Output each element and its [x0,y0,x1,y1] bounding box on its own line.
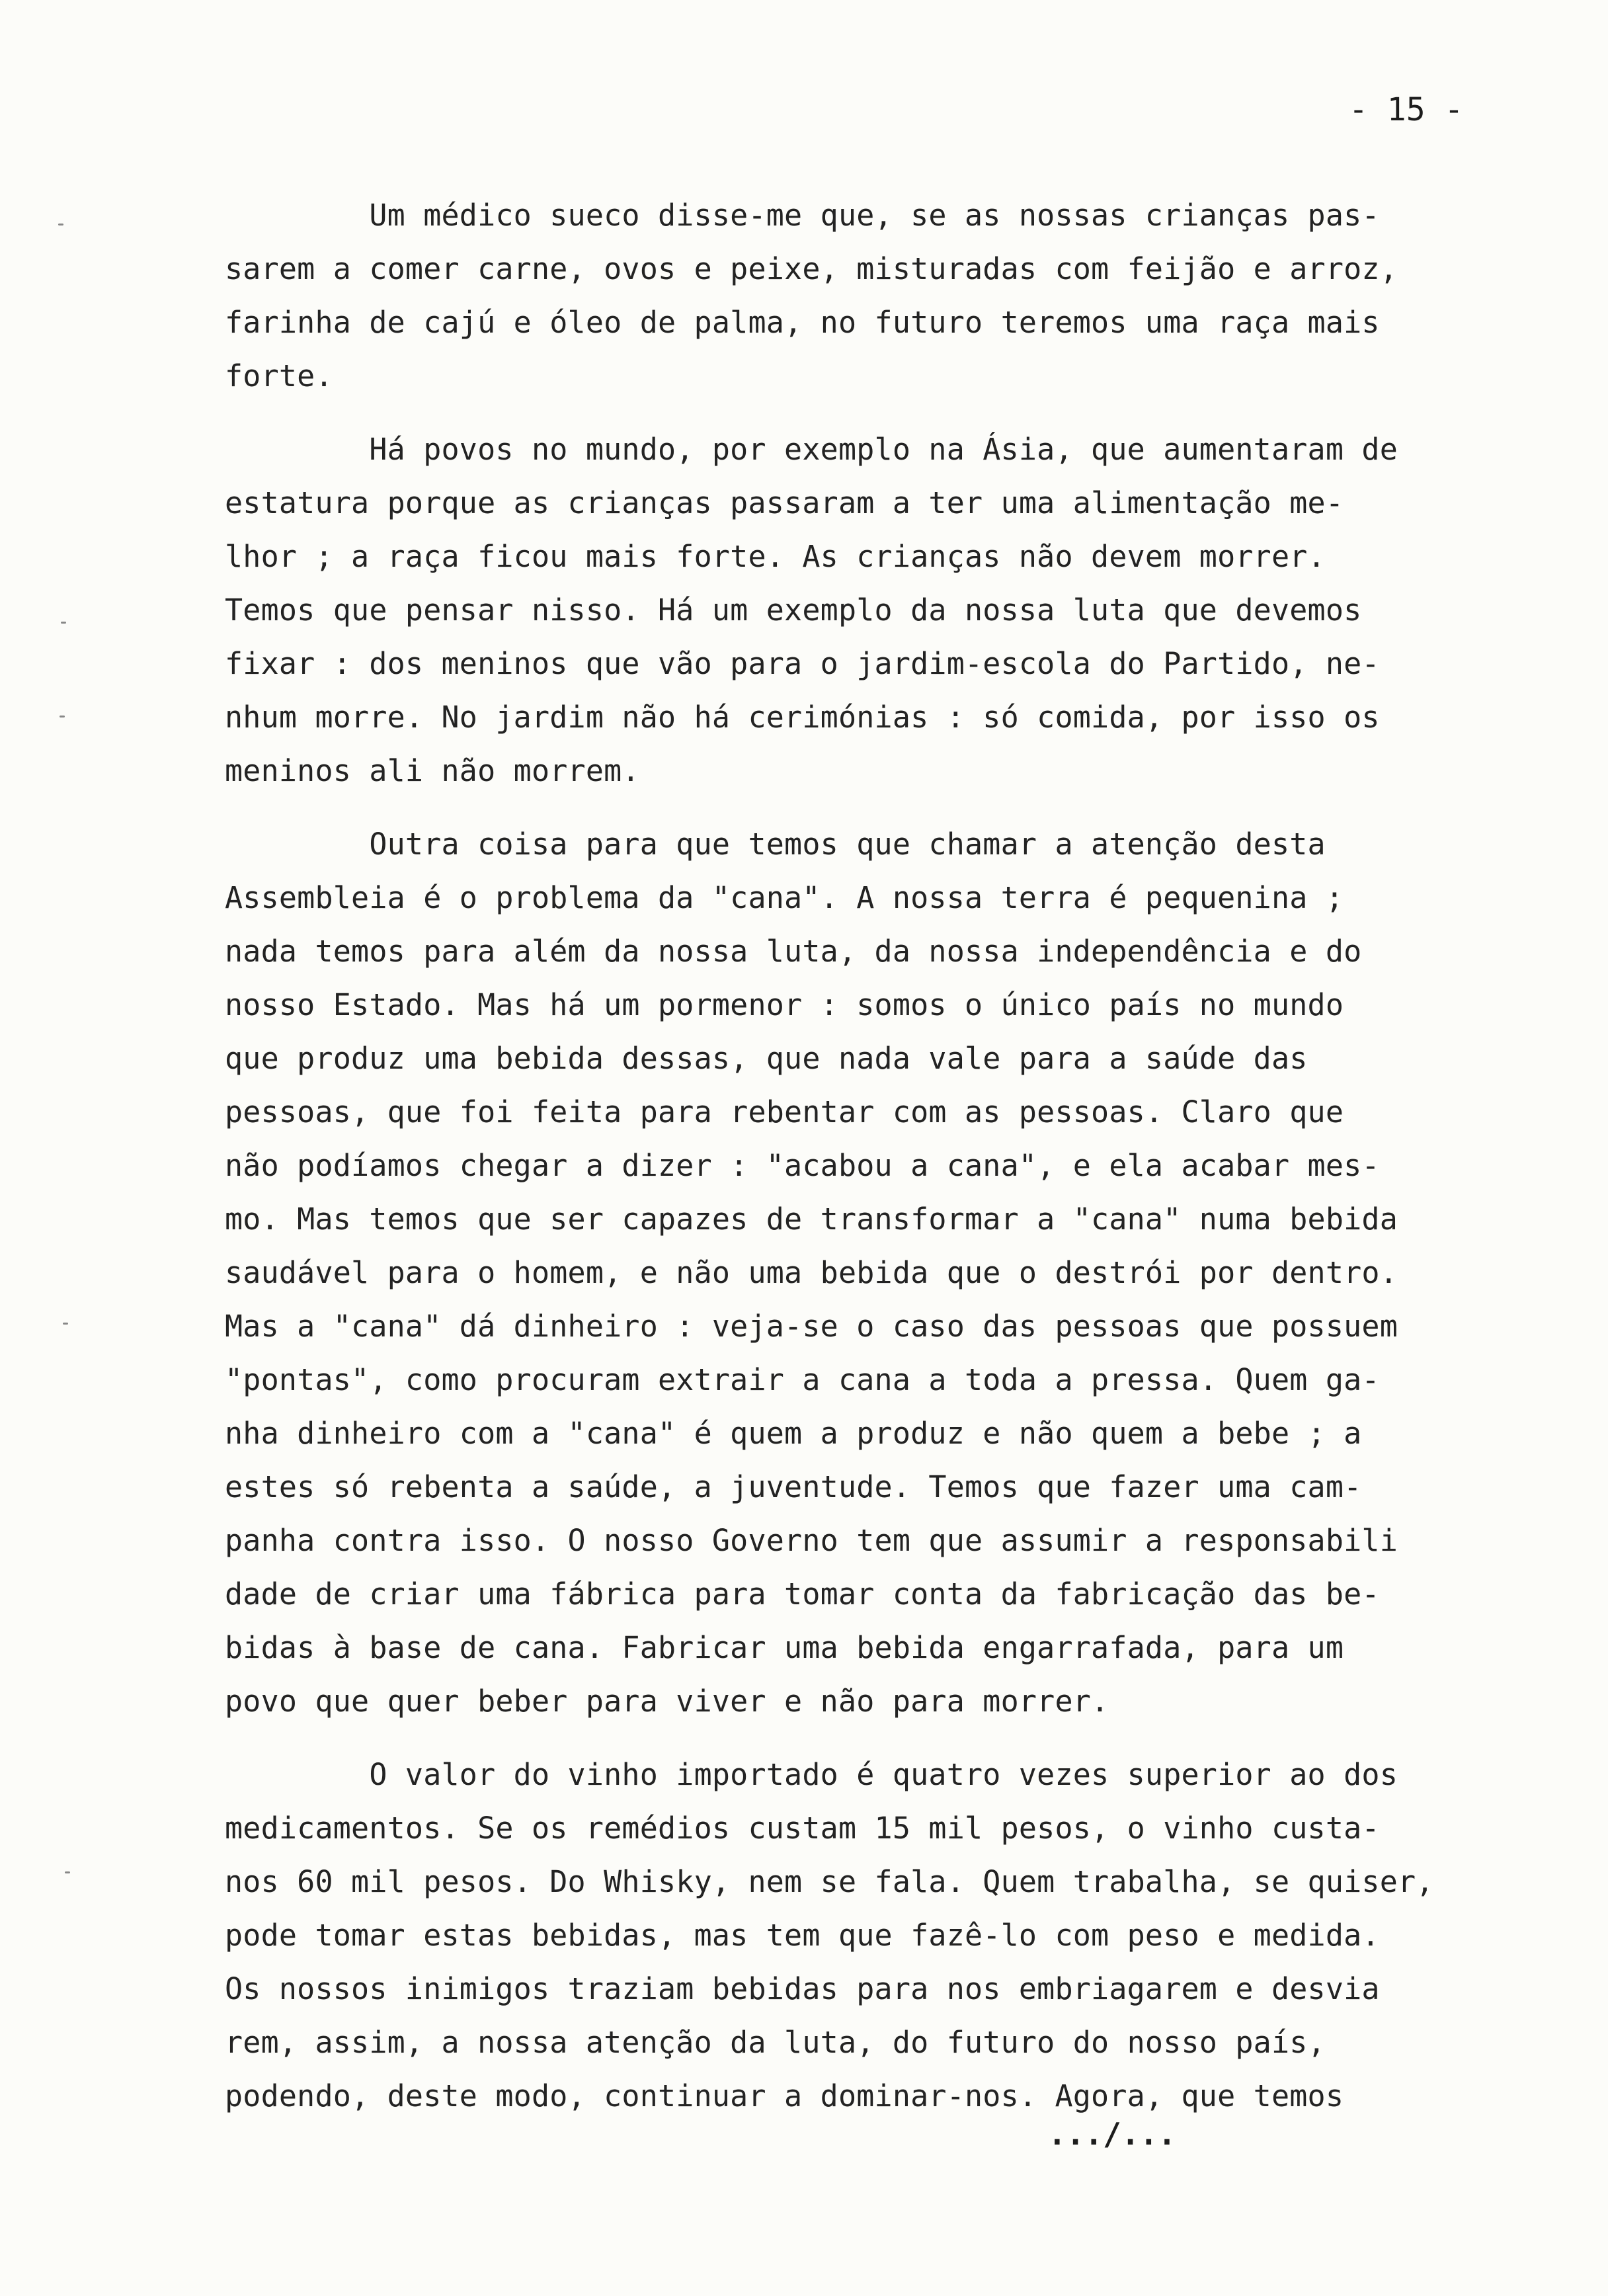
margin-speck [58,224,63,226]
text-line: fixar : dos meninos que vão para o jardim-escola do Partido, ne- [225,646,1380,681]
text-line: "pontas", como procuram extrair a cana a toda a pressa. Quem ga- [225,1362,1380,1397]
margin-speck [61,622,66,624]
continuation-mark: .../... [1048,2116,1176,2152]
text-line: não podíamos chegar a dizer : "acabou a cana", e ela acabar mes- [225,1148,1380,1183]
text-line: Os nossos inimigos traziam bebidas para nos embriagarem e desvia [225,1971,1380,2006]
text-line: forte. [225,358,333,393]
text-line: nada temos para além da nossa luta, da nossa independência e do [225,934,1362,969]
paragraph-1 [225,188,1534,403]
text-line: lhor ; a raça ficou mais forte. As crianças não devem morrer. [225,539,1326,574]
text-line: pessoas, que foi feita para rebentar com as pessoas. Claro que [225,1094,1344,1129]
page-number: - 15 - [1349,91,1464,128]
paragraph-3 [225,817,1534,1728]
text-line: panha contra isso. O nosso Governo tem que assumir a responsabili [225,1523,1398,1558]
paragraph-2 [225,423,1534,798]
text-line: Assembleia é o problema da "cana". A nossa terra é pequenina ; [225,880,1344,915]
text-line: nha dinheiro com a "cana" é quem a produz e não quem a bebe ; a [225,1416,1362,1451]
text-line: medicamentos. Se os remédios custam 15 mil pesos, o vinho custa- [225,1811,1380,1846]
text-line: farinha de cajú e óleo de palma, no futuro teremos uma raça mais [225,305,1380,340]
text-line: dade de criar uma fábrica para tomar conta da fabricação das be- [225,1577,1380,1612]
text-line: Mas a "cana" dá dinheiro : veja-se o caso das pessoas que possuem [225,1309,1398,1344]
text-line: povo que quer beber para viver e não para morrer. [225,1684,1109,1719]
text-line: nosso Estado. Mas há um pormenor : somos o único país no mundo [225,987,1344,1022]
text-line: Temos que pensar nisso. Há um exemplo da nossa luta que devemos [225,593,1362,628]
text-line: bidas à base de cana. Fabricar uma bebida engarrafada, para um [225,1630,1344,1665]
text-line: nos 60 mil pesos. Do Whisky, nem se fala. Quem trabalha, se quiser, [225,1864,1434,1899]
text-line: O valor do vinho importado é quatro vezes superior ao dos [225,1757,1398,1792]
text-line: mo. Mas temos que ser capazes de transformar a "cana" numa bebida [225,1202,1398,1237]
body-text [225,188,1534,2123]
margin-speck [60,716,65,718]
text-line: Há povos no mundo, por exemplo na Ásia, que aumentaram de [225,432,1398,467]
text-line: que produz uma bebida dessas, que nada vale para a saúde das [225,1041,1308,1076]
text-line: sarem a comer carne, ovos e peixe, misturadas com feijão e arroz, [225,251,1398,286]
text-line: Outra coisa para que temos que chamar a atenção desta [225,827,1326,862]
text-line: pode tomar estas bebidas, mas tem que fazê-lo com peso e medida. [225,1918,1380,1953]
text-line: estes só rebenta a saúde, a juventude. Temos que fazer uma cam- [225,1469,1362,1504]
text-line: saudável para o homem, e não uma bebida que o destrói por dentro. [225,1255,1398,1290]
text-line: podendo, deste modo, continuar a dominar-nos. Agora, que temos [225,2078,1344,2113]
text-line: estatura porque as crianças passaram a ter uma alimentação me- [225,485,1344,520]
text-line: nhum morre. No jardim não há cerimónias : só comida, por isso os [225,700,1380,735]
text-line: Um médico sueco disse-me que, se as nossas crianças pas- [225,198,1380,233]
margin-speck [65,1871,70,1873]
margin-speck [63,1323,68,1325]
text-line: rem, assim, a nossa atenção da luta, do futuro do nosso país, [225,2025,1326,2060]
paragraph-4 [225,1748,1534,2123]
text-line: meninos ali não morrem. [225,753,640,788]
